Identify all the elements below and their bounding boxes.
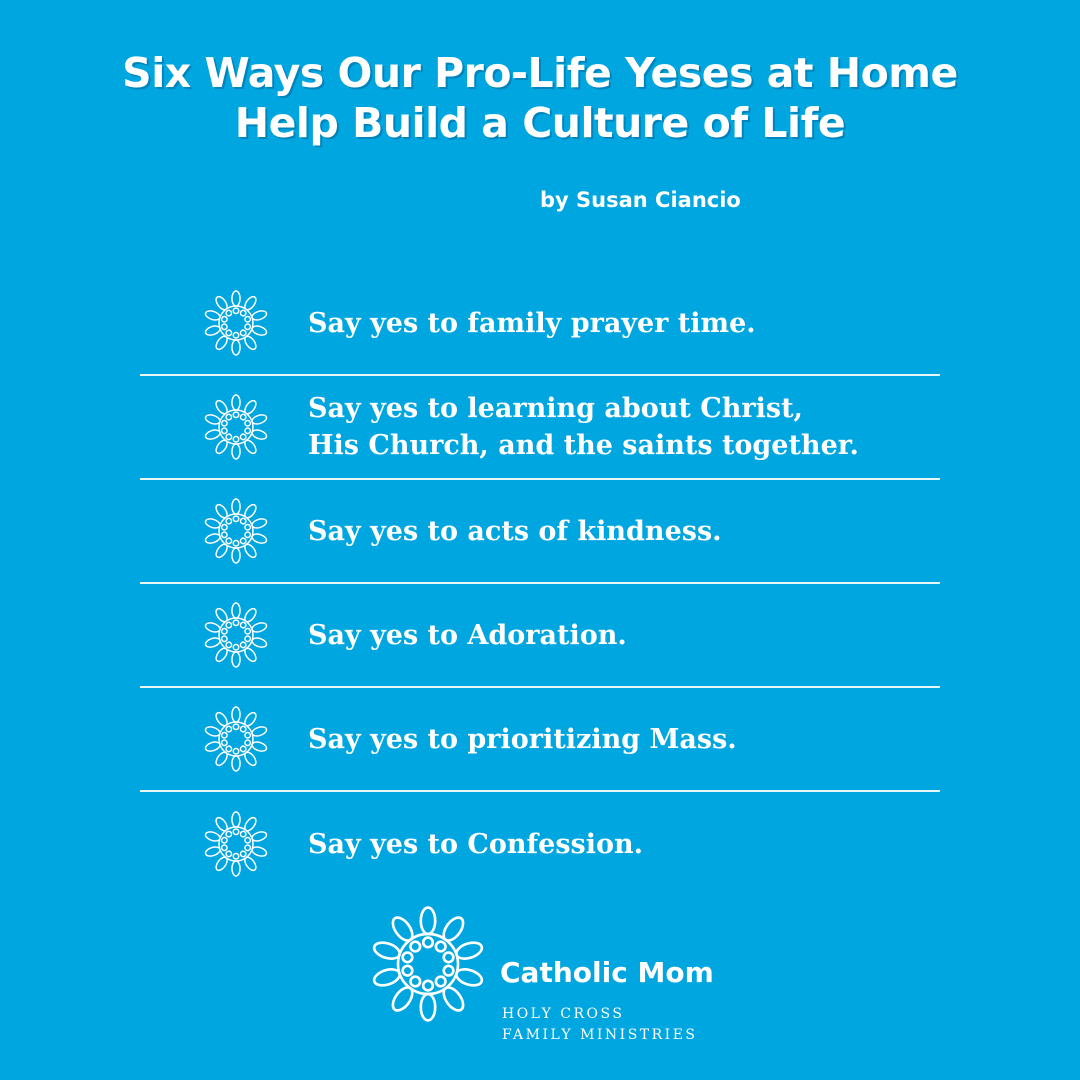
byline: by Susan Ciancio [540, 188, 741, 212]
ways-list [140, 272, 940, 896]
list-item [140, 272, 940, 376]
page-title [0, 48, 1080, 148]
title-line-2: Help Build a Culture of Life [234, 99, 846, 147]
wreath-icon [202, 289, 270, 357]
wreath-icon [202, 705, 270, 773]
list-item-text: Say yes to prioritizing Mass. [308, 723, 737, 755]
list-item-text: Say yes to acts of kindness. [308, 515, 722, 547]
wreath-icon [202, 393, 270, 461]
brand-subtitle-line-1: HOLY CROSS [502, 1006, 625, 1022]
wreath-icon [202, 810, 270, 878]
title-line-1: Six Ways Our Pro-Life Yeses at Home [122, 49, 958, 97]
list-item-text: Say yes to learning about Christ, His Church, and the saints together. [308, 393, 859, 461]
brand-subtitle [502, 1004, 698, 1046]
brand-name: Catholic Mom [500, 956, 714, 989]
wreath-icon [202, 601, 270, 669]
list-item [140, 792, 940, 896]
wreath-logo-icon [368, 904, 488, 1024]
list-item [140, 480, 940, 584]
wreath-icon [202, 497, 270, 565]
list-item-text: Say yes to family prayer time. [308, 307, 756, 339]
list-item [140, 376, 940, 480]
list-item-text: Say yes to Adoration. [308, 619, 627, 651]
list-item [140, 584, 940, 688]
brand-subtitle-line-2: FAMILY MINISTRIES [502, 1027, 698, 1043]
list-item [140, 688, 940, 792]
list-item-text: Say yes to Confession. [308, 828, 644, 860]
